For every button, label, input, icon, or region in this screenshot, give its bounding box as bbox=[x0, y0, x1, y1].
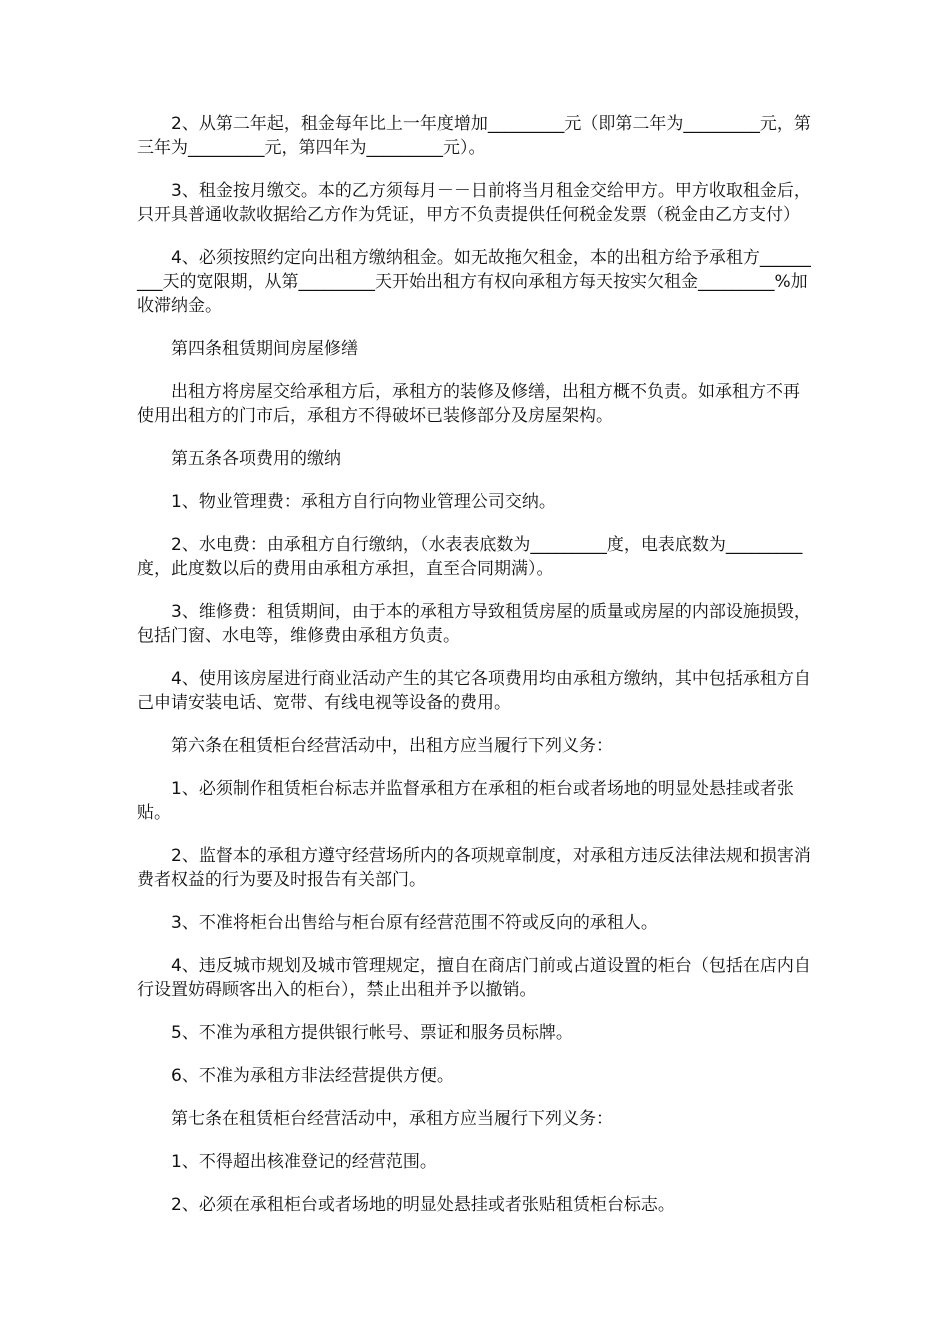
document-page bbox=[137, 112, 813, 1236]
heading-article-5: 第五条各项费用的缴纳 bbox=[171, 449, 341, 469]
paragraph-lessor-duty-4: 4、违反城市规划及城市管理规定，擅自在商店门前或占道设置的柜台（包括在店内自行设置妨碍顾客出入的柜台），禁止出租并予以撤销。 bbox=[137, 956, 811, 1000]
paragraph-property-fee: 1、物业管理费：承租方自行向物业管理公司交纳。 bbox=[171, 492, 556, 512]
heading-article-6: 第六条在租赁柜台经营活动中，出租方应当履行下列义务： bbox=[171, 736, 613, 756]
heading-article-7: 第七条在租赁柜台经营活动中，承租方应当履行下列义务： bbox=[171, 1109, 613, 1129]
paragraph-lessee-duty-1: 1、不得超出核准登记的经营范围。 bbox=[171, 1152, 437, 1172]
paragraph-other-fees: 4、使用该房屋进行商业活动产生的其它各项费用均由承租方缴纳，其中包括承租方自己申请安装电话、宽带、有线电视等设备的费用。 bbox=[137, 669, 811, 713]
paragraph-repairs: 出租方将房屋交给承租方后，承租方的装修及修缮，出租方概不负责。如承租方不再使用出租方的门市后，承租方不得破坏已装修部分及房屋架构。 bbox=[137, 382, 800, 426]
paragraph-late-fee: 4、必须按照约定向出租方缴纳租金。如无故拖欠租金，本的出租方给予承租方_________天的宽限期，从第_________天开始出租方有权向承租方每天按实欠租金_________%加收滞纳金。 bbox=[137, 248, 811, 316]
paragraph-lessor-duty-5: 5、不准为承租方提供银行帐号、票证和服务员标牌。 bbox=[171, 1023, 573, 1043]
paragraph-lessor-duty-1: 1、必须制作租赁柜台标志并监督承租方在承租的柜台或者场地的明显处悬挂或者张贴。 bbox=[137, 779, 794, 823]
paragraph-maintenance: 3、维修费：租赁期间，由于本的承租方导致租赁房屋的质量或房屋的内部设施损毁，包括门窗、水电等，维修费由承租方负责。 bbox=[137, 602, 811, 646]
paragraph-utilities: 2、水电费：由承租方自行缴纳，（水表表底数为_________度，电表底数为_________度，此度数以后的费用由承租方承担，直至合同期满）。 bbox=[137, 535, 803, 579]
paragraph-monthly-payment: 3、租金按月缴交。本的乙方须每月－－日前将当月租金交给甲方。甲方收取租金后，只开具普通收款收据给乙方作为凭证，甲方不负责提供任何税金发票（税金由乙方支付） bbox=[137, 181, 811, 225]
paragraph-rent-increase: 2、从第二年起，租金每年比上一年度增加_________元（即第二年为_________元，第三年为_________元，第四年为_________元）。 bbox=[137, 114, 811, 158]
paragraph-lessor-duty-6: 6、不准为承租方非法经营提供方便。 bbox=[171, 1066, 454, 1086]
paragraph-lessor-duty-3: 3、不准将柜台出售给与柜台原有经营范围不符或反向的承租人。 bbox=[171, 913, 658, 933]
paragraph-lessor-duty-2: 2、监督本的承租方遵守经营场所内的各项规章制度，对承租方违反法律法规和损害消费者权益的行为要及时报告有关部门。 bbox=[137, 846, 811, 890]
heading-article-4: 第四条租赁期间房屋修缮 bbox=[171, 339, 358, 359]
paragraph-lessee-duty-2: 2、必须在承租柜台或者场地的明显处悬挂或者张贴租赁柜台标志。 bbox=[171, 1195, 675, 1215]
